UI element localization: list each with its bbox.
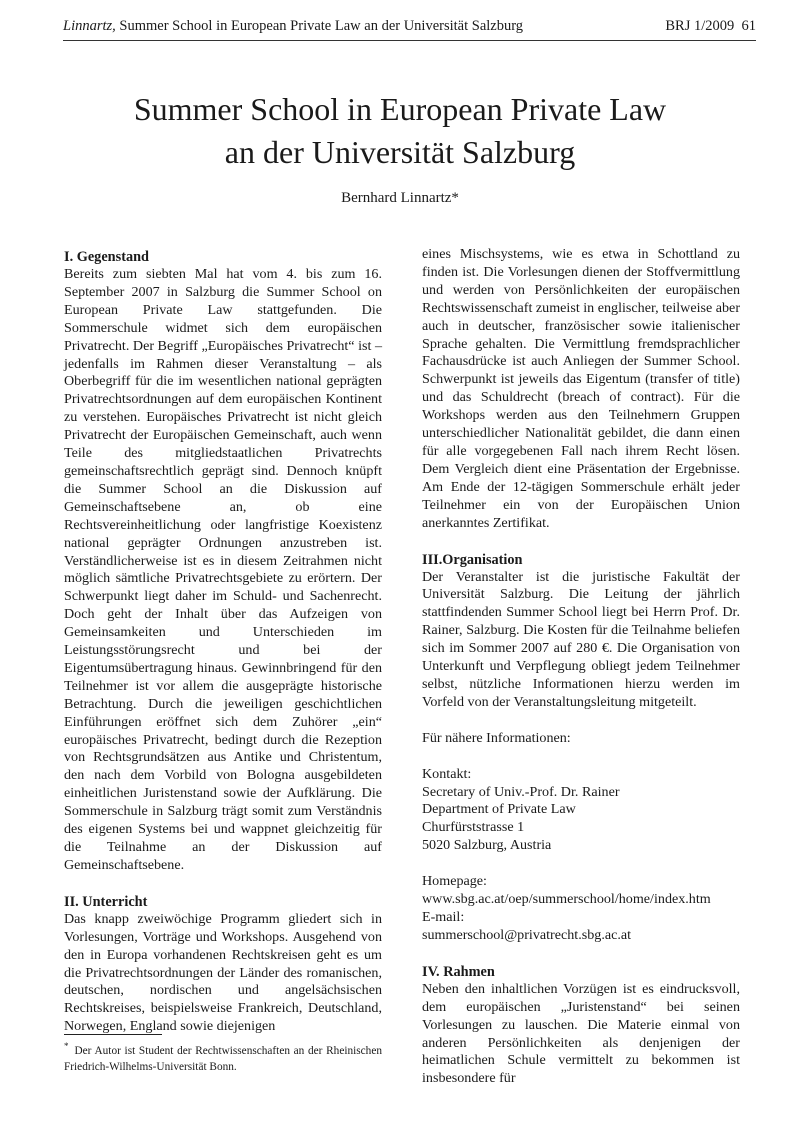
running-head-article-title: Summer School in European Private Law an der Universität Salzburg xyxy=(115,18,524,34)
contact-line-4: 5020 Salzburg, Austria xyxy=(422,837,552,854)
footnote-divider xyxy=(64,1034,162,1035)
left-column xyxy=(64,248,382,1036)
section-text-unterricht-part-2: eines Mischsystems, wie es etwa in Schottland zu finden ist. Die Vorlesungen dienen der Stoffvermittlung und werden von Persönlichkeiten der europäischen Rechtswissenschaft zumeist in englischer, teilweise aber auch in deutscher, französischer sowie italienischer Sprache gehalten. Die Vermittlung fremdsprachlicher Fachausdrücke ist auch Anliegen der Summer School. Schwerpunkt ist jeweils das Eigentum (transfer of title) und das Schuldrecht (breach of contract). Für die Workshops werden aus den Teilnehmern Gruppen unterschiedlicher Nationalität gebildet, die dann einen für alle vorgegebenen Fall nach ihrem Recht lösen. Dem Vergleich dient eine Präsentation der Ergebnisse. Am Ende der 12-tägigen Sommerschule erhält jeder Teilnehmer ein von der Europäischen Union anerkanntes Zertifikat. xyxy=(422,246,741,531)
article-title-line-1: Summer School in European Private Law xyxy=(133,91,667,127)
contact-line-1: Secretary of Univ.-Prof. Dr. Rainer xyxy=(422,783,620,800)
email-address: summerschool@privatrecht.sbg.ac.at xyxy=(422,926,632,943)
more-info-label: Für nähere Informationen: xyxy=(422,729,571,746)
running-head xyxy=(63,18,756,41)
section-heading-gegenstand: I. Gegenstand xyxy=(64,249,149,265)
section-heading-rahmen: IV. Rahmen xyxy=(422,963,495,980)
section-text-rahmen: Neben den inhaltlichen Vorzügen ist es eindrucksvoll, dem europäischen „Juristenstand“ bei seinen Vorlesungen zu lauschen. Die Materie einmal von anderen Persönlichkeiten als denjenigen der heimatlichen Schule vermittelt zu bekommen ist insbesondere für xyxy=(422,980,740,1087)
footnote-text: Der Autor ist Student der Rechtwissenschaften an der Rheinischen Friedrich-Wilhelms-Universität Bonn. xyxy=(64,1045,382,1073)
right-column xyxy=(422,246,740,1088)
section-heading-unterricht: II. Unterricht xyxy=(64,893,148,910)
footnote-mark: * xyxy=(64,1041,69,1052)
running-head-title xyxy=(63,18,523,35)
journal-issue: BRJ 1/2009 xyxy=(665,18,735,34)
contact-line-3: Churfürststrasse 1 xyxy=(422,819,525,836)
email-label: E-mail: xyxy=(422,909,465,925)
section-text-gegenstand: Bereits zum siebten Mal hat vom 4. bis zum 16. September 2007 in Salzburg die Summer School on European Private Law stattgefunden. Die Sommerschule widmet sich dem europäischen Privatrecht. Der Begriff „Europäisches Privatrecht“ ist – jedenfalls im Rahmen dieser Veranstaltung – als Oberbegriff für die im wesentlichen national geprägten Privatrechtsordnungen auf dem europäischen Kontinent zu verstehen. Europäisches Privatrecht ist nicht gleich Privatrecht der Europäischen Gemeinschaft, auch wenn Teile des mitgliedstaatlichen Privatrechts gemeinschaftsrechtlich geprägt sind. Dennoch knüpft die Summer School an die Diskussion auf Gemeinschaftsebene an, ob eine Rechtsvereinheitlichung oder langfristige Koexistenz national geprägter Ordnungen anzustreben ist. Verständlicherweise ist es in diesem Zeitrahmen nicht möglich sämtliche Privatrechtsgebiete zu erörtern. Der Schwerpunkt liegt daher im Schuld- und Sachenrecht. Doch geht der Inhalt über das Aufzeigen von Gemeinsamkeiten und Unterschieden im Leistungsstörungsrecht und bei der Eigentumsübertragung hinaus. Gewinnbringend für den Teilnehmer ist vor allem die ausgeprägte historische Betrachtung. Durch die jeweiligen geschichtlichen Einführungen eröffnet sich dem Zuhörer „ein“ europäisches Privatrecht, bedingt durch die Rezeption von Rechtsgrundsätzen aus Antike und Christentum, den nach dem Vorbild von Bologna ausgebildeten einheitlichen Juristenstand sowie der Aufklärung. Die Sommerschule in Salzburg trägt somit zum Verständnis des eigenen Systems bei und wappnet gleichzeitig für die Teilnahme an der Diskussion auf Gemeinschaftsebene. xyxy=(64,266,382,873)
running-head-author: Linnartz, xyxy=(63,18,116,34)
article-title-line-2: an der Universität Salzburg xyxy=(224,134,576,170)
homepage-label: Homepage: xyxy=(422,873,487,890)
contact-label: Kontakt: xyxy=(422,765,472,782)
section-text-organisation: Der Veranstalter ist die juristische Fakultät der Universität Salzburg. Die Leitung der jährlich stattfindenden Summer School liegt bei Herrn Prof. Dr. Rainer, Salzburg. Die Kosten für die Teilnahme beliefen sich im Sommer 2007 auf 280 €. Die Organisation von Unterkunft und Verpflegung obliegt jedem Teilnehmer selbst, nützliche Informationen hierzu werden im Vorfeld von der Veranstaltungsleitung mitgeteilt. xyxy=(422,568,740,710)
homepage-url: www.sbg.ac.at/oep/summerschool/home/index.htm xyxy=(422,891,711,908)
contact-line-2: Department of Private Law xyxy=(422,801,576,818)
running-head-journal-page xyxy=(665,18,756,35)
section-heading-organisation: III.Organisation xyxy=(422,551,523,568)
article-author: Bernhard Linnartz* xyxy=(341,190,459,206)
footnote xyxy=(64,1043,382,1075)
article-title xyxy=(0,88,800,174)
page-number: 61 xyxy=(741,18,756,34)
section-text-unterricht-part-1: Das knapp zweiwöchige Programm gliedert sich in Vorlesungen, Vorträge und Workshops. Ausgehend von den in Europa vorhandenen Rechtskreisen geht es um die Privatrechtsordnungen der Länder des romanischen, deutschen, nordischen und angelsächsischen Rechtskreises, beispielsweise Frankreich, Deutschland, Norwegen, England sowie diejenigen xyxy=(64,910,382,1035)
